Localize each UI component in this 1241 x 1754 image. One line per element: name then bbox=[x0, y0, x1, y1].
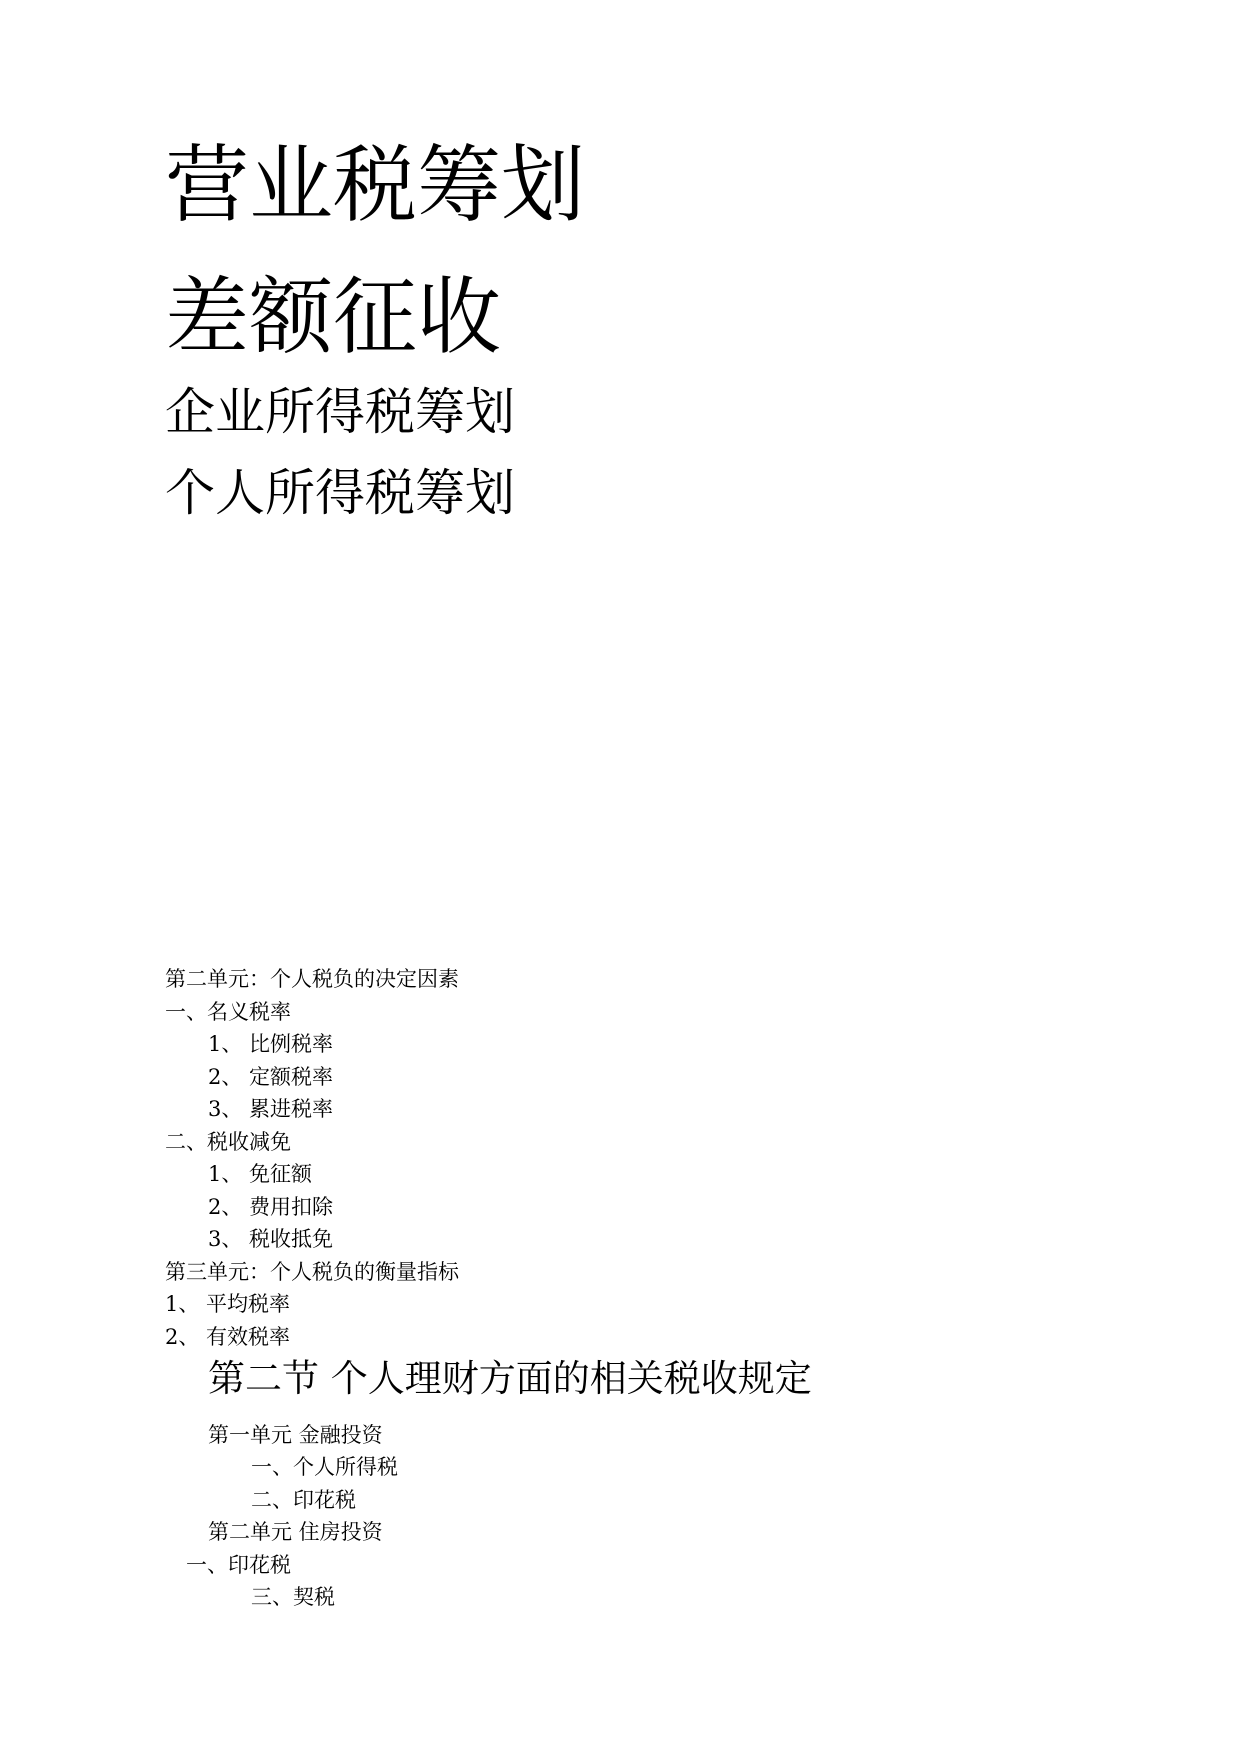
section-subitem: 二、印花税 bbox=[251, 1488, 356, 1512]
heading-business-tax: 营业税筹划 bbox=[165, 136, 586, 234]
section-subitem: 三、契税 bbox=[251, 1585, 335, 1609]
section-title: 第二节 个人理财方面的相关税收规定 bbox=[208, 1357, 812, 1400]
outline-subitem: 2、 费用扣除 bbox=[208, 1195, 334, 1219]
heading-enterprise-income-tax: 企业所得税筹划 bbox=[165, 383, 515, 441]
section-unit: 第一单元 金融投资 bbox=[208, 1423, 383, 1447]
outline-item: 一、名义税率 bbox=[165, 1000, 291, 1024]
section-unit: 第二单元 住房投资 bbox=[208, 1520, 383, 1544]
heading-difference-levy: 差额征收 bbox=[165, 268, 502, 366]
outline-subitem: 2、 定额税率 bbox=[208, 1065, 334, 1089]
outline-subitem: 3、 税收抵免 bbox=[208, 1227, 334, 1251]
outline-unit-3: 第三单元：个人税负的衡量指标 bbox=[165, 1260, 459, 1284]
outline-item: 1、 平均税率 bbox=[165, 1292, 291, 1316]
outline-subitem: 3、 累进税率 bbox=[208, 1097, 334, 1121]
outline-subitem: 1、 免征额 bbox=[208, 1162, 313, 1186]
section-subitem: 一、印花税 bbox=[186, 1553, 291, 1577]
outline-subitem: 1、 比例税率 bbox=[208, 1032, 334, 1056]
section-subitem: 一、个人所得税 bbox=[251, 1455, 398, 1479]
outline-unit-2: 第二单元：个人税负的决定因素 bbox=[165, 967, 459, 991]
heading-personal-income-tax: 个人所得税筹划 bbox=[165, 464, 515, 522]
outline-item: 二、税收减免 bbox=[165, 1130, 291, 1154]
outline-item: 2、 有效税率 bbox=[165, 1325, 291, 1349]
